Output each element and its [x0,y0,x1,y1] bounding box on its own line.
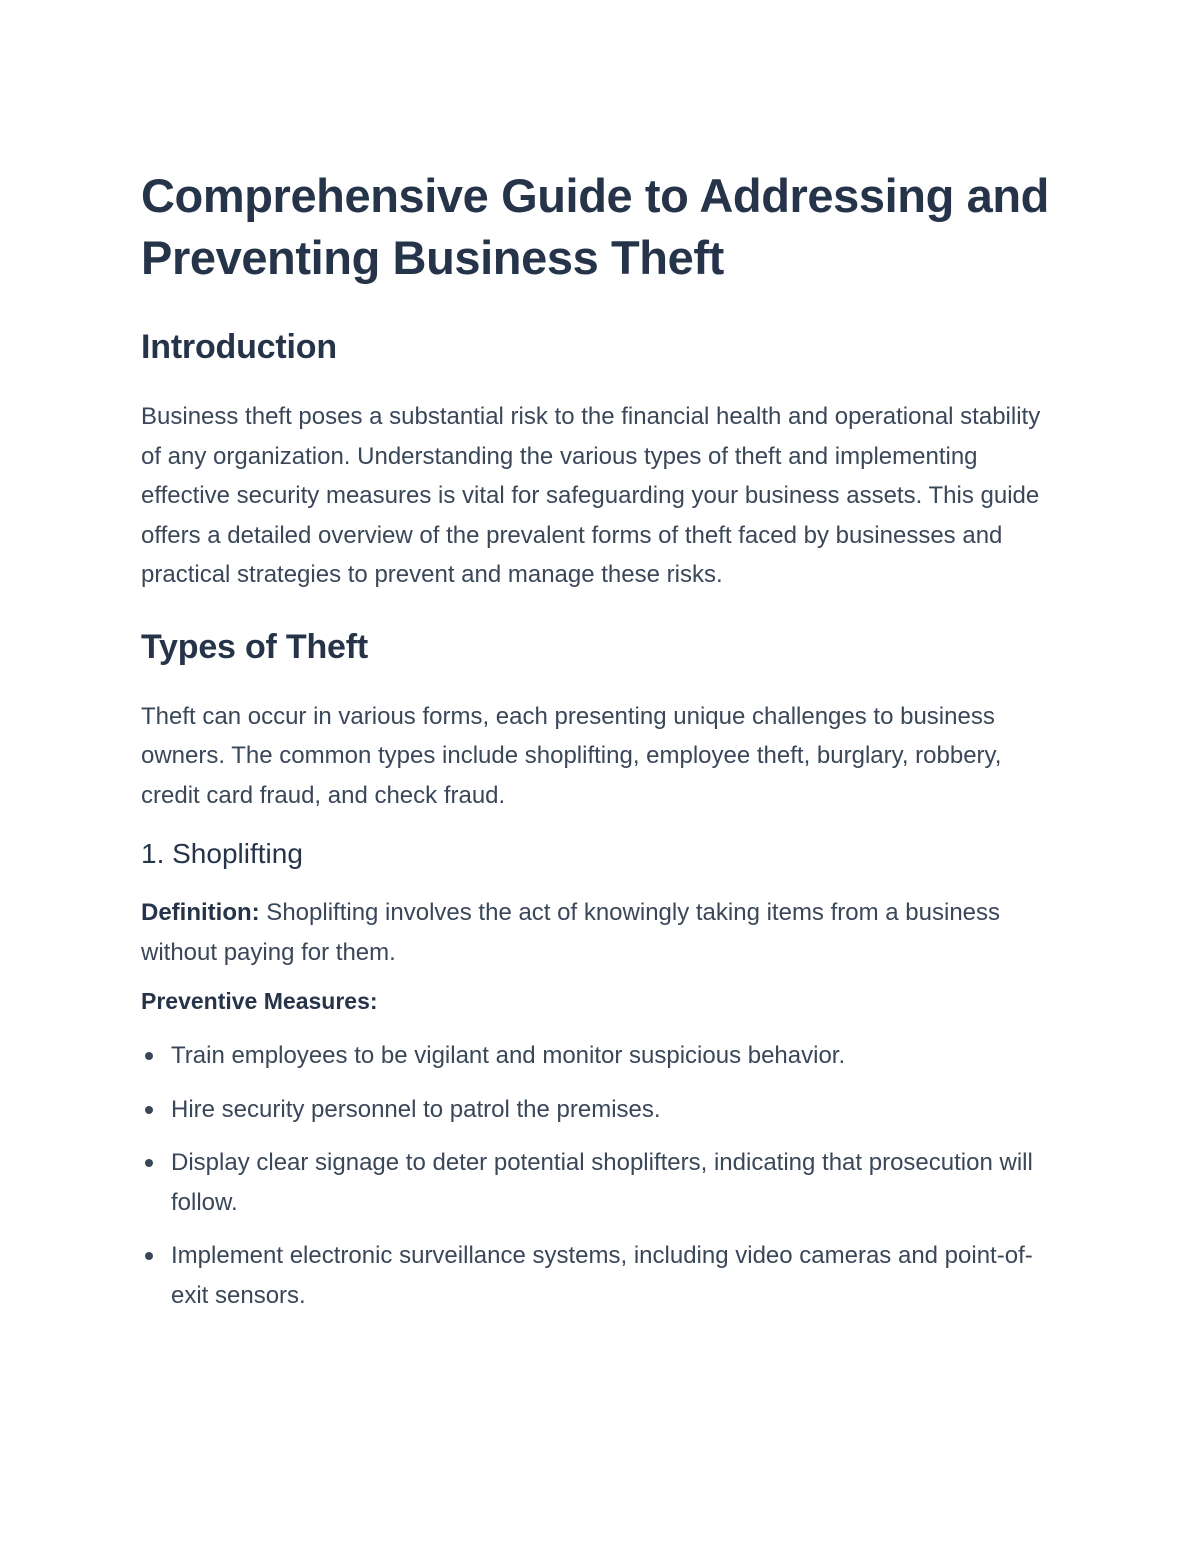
bullet-icon [145,1159,153,1167]
preventive-measures-heading: Preventive Measures: [141,988,378,1014]
introduction-paragraph: Business theft poses a substantial risk to the financial health and operational stability of any organization. Understanding the various types of theft and implementing effective security measures is vital for safeguarding your business assets. This guide offers a detailed overview of the prevalent forms of theft faced by businesses and practical strategies to prevent and manage these risks. [141,403,1041,588]
list-item-text: Hire security personnel to patrol the premises. [171,1095,661,1123]
list-item [141,1036,1061,1076]
preventive-measures-list [141,1036,1061,1315]
list-item [141,1143,1061,1222]
document-page [141,165,1061,1329]
list-item-text: Implement electronic surveillance systems, including video cameras and point-of-exit sensors. [171,1242,1033,1309]
types-of-theft-paragraph: Theft can occur in various forms, each presenting unique challenges to business owners. The common types include shoplifting, employee theft, burglary, robbery, credit card fraud, and check fraud. [141,702,1002,809]
bullet-icon [145,1252,153,1260]
introduction-heading: Introduction [141,328,337,366]
types-of-theft-heading: Types of Theft [141,627,369,666]
shoplifting-definition [141,893,1061,972]
list-item-text: Display clear signage to deter potential shoplifters, indicating that prosecution will follow. [171,1149,1033,1216]
list-item [141,1090,1061,1130]
list-item [141,1236,1061,1315]
definition-label: Definition: [141,899,260,926]
list-item-text: Train employees to be vigilant and monitor suspicious behavior. [171,1042,846,1069]
bullet-icon [145,1052,153,1060]
document-title: Comprehensive Guide to Addressing and Preventing Business Theft [141,169,1049,284]
bullet-icon [145,1106,153,1114]
shoplifting-heading: 1. Shoplifting [141,838,303,869]
definition-text: Shoplifting involves the act of knowingly taking items from a business without paying for them. [141,899,1001,966]
